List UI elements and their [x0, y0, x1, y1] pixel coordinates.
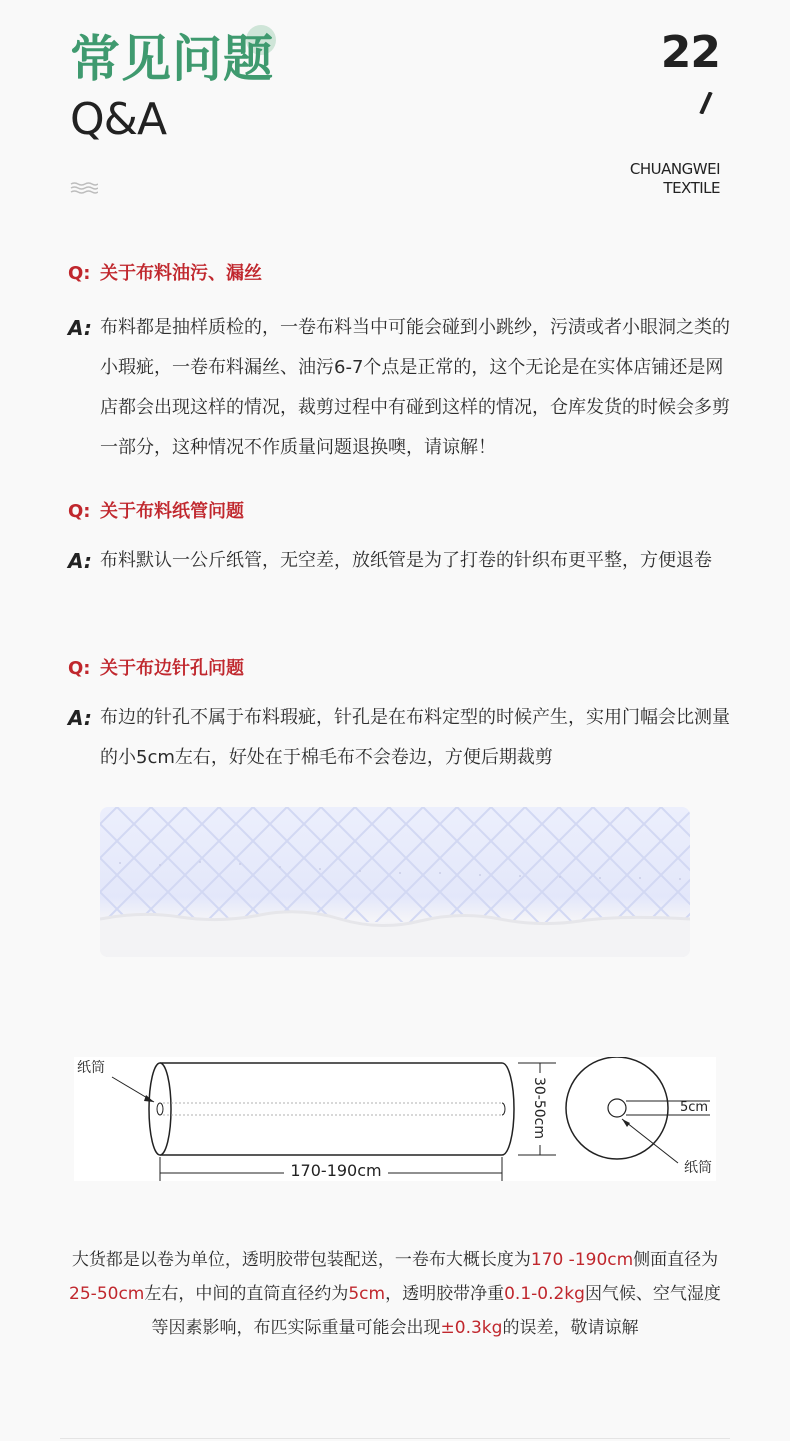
answer: [68, 541, 730, 581]
slash-mark: [696, 92, 716, 114]
diameter-label: 30-50cm: [531, 1076, 547, 1139]
answer: [68, 308, 730, 468]
question: [68, 657, 730, 681]
page-header: [0, 0, 790, 220]
question-text: 关于布边针孔问题: [100, 658, 244, 679]
answer-text: 布边的针孔不属于布料瑕疵，针孔是在布料定型的时候产生，实用门幅会比测量的小5cm左右，好处在于棉毛布不会卷边，方便后期裁剪: [100, 707, 730, 768]
note-highlight: ±0.3kg: [440, 1318, 503, 1338]
note-highlight: 25-50cm: [69, 1284, 145, 1304]
length-label: 170-190cm: [290, 1161, 382, 1180]
a-mark: A:: [68, 316, 92, 340]
note-highlight: 0.1-0.2kg: [504, 1284, 585, 1304]
page-subtitle: Q&A: [70, 94, 167, 145]
tube-label-left: 纸筒: [77, 1060, 105, 1076]
core-label: 5cm: [680, 1100, 709, 1115]
a-mark: A:: [68, 549, 92, 573]
question: [68, 262, 730, 286]
note-highlight: 5cm: [348, 1284, 386, 1304]
qa-item: [68, 500, 730, 581]
question-text: 关于布料纸管问题: [100, 501, 244, 522]
q-mark: Q:: [68, 501, 91, 522]
fabric-edge-photo: [100, 807, 690, 957]
brand-line-1: CHUANGWEI: [629, 160, 720, 178]
fabric-texture: [100, 807, 690, 957]
note-text: 左右，中间的直筒直径约为: [144, 1284, 349, 1304]
tube-label-right: 纸筒: [684, 1160, 712, 1176]
roll-drawing: [74, 1057, 716, 1181]
answer: [68, 698, 730, 778]
note-text: 大货都是以卷为单位，透明胶带包装配送，一卷布大概长度为: [71, 1250, 531, 1270]
shipping-note: [64, 1243, 726, 1345]
note-text: 因气候、空气湿度等因素影响，布匹实际重量可能会出现: [151, 1284, 721, 1338]
answer-text: 布料都是抽样质检的，一卷布料当中可能会碰到小跳纱，污渍或者小眼洞之类的小瑕疵，一卷布料漏丝、油污6-7个点是正常的，这个无论是在实体店铺还是网店都会出现这样的情况，裁剪过程中有碰到这样的情况，仓库发货的时候会多剪一部分，这种情况不作质量问题退换噢，请谅解！: [100, 317, 730, 458]
bottom-divider: [60, 1438, 730, 1439]
note-text: 侧面直径为: [633, 1250, 719, 1270]
question-text: 关于布料油污、漏丝: [100, 263, 262, 284]
qa-item: [68, 657, 730, 778]
brand-name: [630, 160, 720, 198]
page-number: 22: [660, 27, 720, 78]
answer-text: 布料默认一公斤纸管，无空差，放纸管是为了打卷的针织布更平整，方便退卷: [100, 550, 712, 571]
note-text: ，透明胶带净重: [385, 1284, 505, 1304]
fabric-roll-diagram: [74, 1057, 716, 1181]
a-mark: A:: [68, 706, 92, 730]
wave-icon: [70, 181, 98, 195]
qa-item: [68, 262, 730, 468]
brand-line-2: TEXTILE: [663, 179, 720, 197]
q-mark: Q:: [68, 658, 91, 679]
page-title: 常见问题: [70, 30, 274, 88]
question: [68, 500, 730, 524]
note-text: 的误差，敬请谅解: [502, 1318, 639, 1338]
note-highlight: 170 -190cm: [530, 1250, 634, 1270]
q-mark: Q:: [68, 263, 91, 284]
